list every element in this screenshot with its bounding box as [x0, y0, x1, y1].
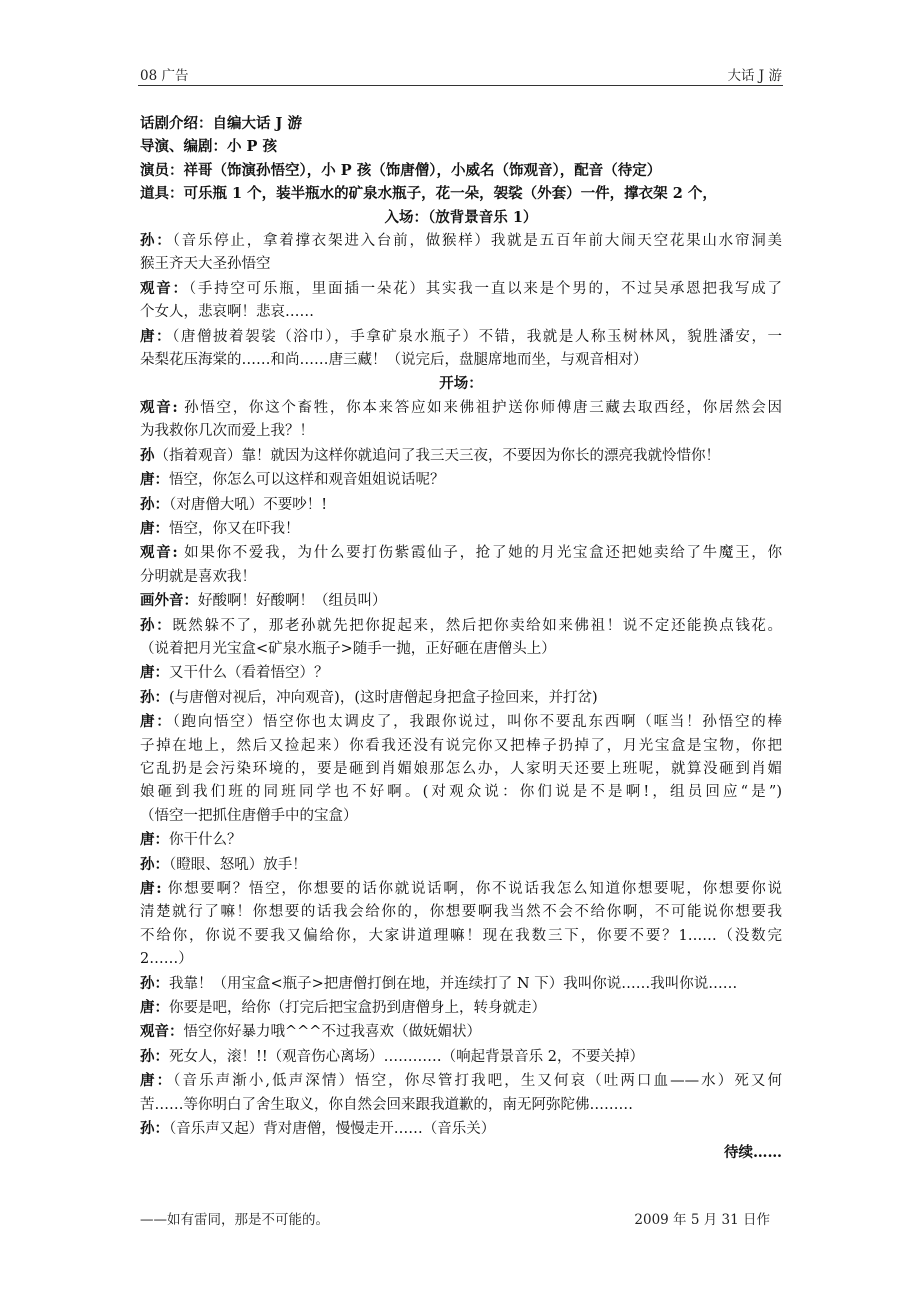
- dialogue-block: [140, 517, 782, 541]
- script-body: [140, 112, 782, 1165]
- dialogue-block: [140, 853, 782, 877]
- dialogue-text: 分明就是喜欢我！: [140, 568, 256, 585]
- dialogue-line: [140, 948, 782, 971]
- dialogue-text: （说着把月光宝盒<矿泉水瓶子>随手一抛，正好砸在唐僧头上）: [140, 640, 556, 657]
- dialogue-line: [140, 614, 782, 638]
- to-be-continued: 待续……: [724, 1144, 782, 1162]
- dialogue-text: 好酸啊！好酸啊！（组员叫）: [198, 593, 387, 610]
- dialogue-line: [140, 420, 782, 443]
- dialogue-block: [140, 710, 782, 828]
- dialogue-text: 又干什么（看着悟空）？: [169, 665, 329, 682]
- dialogue-block: [140, 468, 782, 492]
- speaker-label: 孙：: [140, 855, 169, 873]
- opening-heading: 开场：: [439, 375, 483, 393]
- dialogue-block: [140, 1045, 782, 1069]
- dialogue-block: [140, 686, 782, 710]
- dialogue-block: [140, 828, 782, 852]
- dialogue-line: [140, 805, 782, 828]
- dialogue-text: 你干什么？: [169, 832, 242, 849]
- dialogue-line: [140, 828, 782, 852]
- speaker-label: 唐:: [140, 880, 162, 897]
- dialogue-text: 清楚就行了嘛！你想要的话我会给你的，你想要啊我当然不会不给你啊，不可能说你想要我: [140, 904, 782, 921]
- dialogue-line: [140, 1069, 782, 1093]
- speaker-label: 观音:: [140, 398, 178, 416]
- dialogue-line: [140, 325, 782, 349]
- dialogue-line: [140, 758, 782, 781]
- dialogue-block: [140, 1069, 782, 1117]
- speaker-label: 唐：: [140, 831, 169, 849]
- dialogue-block: [140, 444, 782, 468]
- dialogue-text: 死女人，滚！!!（观音伤心离场）…………（响起背景音乐 2，不要关掉）: [169, 1048, 644, 1065]
- speaker-label: 唐：: [140, 471, 169, 489]
- dialogue-line: [140, 877, 782, 901]
- dialogue-text: 悟空，你怎么可以这样和观音姐姐说话呢？: [169, 472, 445, 489]
- dialogue-line: [140, 253, 782, 276]
- dialogue-text: 猴王齐天大圣孙悟空: [140, 256, 271, 273]
- dialogue-block: [140, 996, 782, 1020]
- director-line: 导演、编剧：小 P 孩: [140, 138, 277, 156]
- dialogue-line: [140, 925, 782, 948]
- dialogue-block: [140, 877, 782, 972]
- dialogue-line: [140, 349, 782, 372]
- dialogue-text: 朵梨花压海棠的……和尚……唐三藏！（说完后，盘腿席地而坐，与观音相对）: [140, 352, 648, 369]
- dialogue-text: 如果你不爱我，为什么要打伤紫霞仙子，抢了她的月光宝盒还把她卖给了牛魔王，你: [177, 545, 782, 562]
- speaker-label: 孙：: [140, 232, 173, 250]
- dialogue-line: [140, 735, 782, 758]
- dialogue-line: [140, 710, 782, 734]
- dialogue-line: [140, 468, 782, 492]
- dialogue-text: 苦……等你明白了舍生取义，你自然会回来跟我道歉的，南无阿弥陀佛………: [140, 1096, 633, 1113]
- dialogue-line: [140, 301, 782, 324]
- dialogue-text: （对唐僧大吼）不要吵！!: [169, 496, 328, 513]
- dialogue-block: [140, 1117, 782, 1141]
- dialogue-line: [140, 781, 782, 804]
- speaker-label: 观音:: [140, 544, 178, 562]
- dialogue-line: [140, 493, 782, 517]
- footer-left: ——如有雷同，那是不可能的。: [140, 1212, 329, 1228]
- dialogue-block: [140, 1020, 782, 1044]
- dialogue-line: [140, 972, 782, 996]
- speaker-label: 孙：: [140, 974, 169, 992]
- dialogue-text: （音乐停止，拿着撑衣架进入台前，做猴样）我就是五百年前大闹天空花果山水帘洞美: [172, 233, 782, 250]
- dialogue-text: （唐僧披着袈裟（浴巾），手拿矿泉水瓶子）不错，我就是人称玉树林风，貌胜潘安，一: [172, 328, 782, 345]
- dialogue-text: （指着观音）靠！就因为这样你就追问了我三天三夜，不要因为你长的漂亮我就怜惜你！: [154, 447, 720, 464]
- speaker-label: 唐：: [140, 327, 173, 345]
- dialogue-text: (与唐僧对视后，冲向观音)，(这时唐僧起身把盒子捡回来，并打岔): [169, 689, 598, 706]
- dialogue-line: [140, 229, 782, 253]
- dialogue-block: [140, 972, 782, 996]
- dialogue-block: [140, 614, 782, 662]
- speaker-label: 孙：: [140, 688, 169, 706]
- dialogue-text: 我靠！（用宝盒<瓶子>把唐僧打倒在地，并连续打了 N 下）我叫你说……我叫你说……: [169, 975, 738, 992]
- speaker-label: 画外音：: [140, 592, 198, 610]
- play-title: 话剧介绍：自编大话 J 游: [140, 115, 302, 132]
- dialogue-text: 不给你，你说不要我又偏给你，大家讲道理嘛！现在我数三下，你要不要？1……（没数完: [140, 927, 782, 944]
- entrance-heading: 入场：（放背景音乐 1）: [384, 208, 538, 226]
- dialogue-text: 你要是吧，给你（打完后把宝盒扔到唐僧身上，转身就走）: [169, 1000, 546, 1017]
- dialogue-line: [140, 1094, 782, 1117]
- speaker-label: 唐：: [140, 1072, 174, 1090]
- dialogue-text: （音乐声又起）背对唐僧，慢慢走开……（音乐关）: [169, 1121, 496, 1138]
- speaker-label: 孙：: [140, 495, 169, 513]
- speaker-label: 孙：: [140, 1120, 169, 1138]
- speaker-label: 唐：: [140, 664, 169, 682]
- dialogue-line: [140, 638, 782, 661]
- speaker-label: 唐：: [140, 519, 169, 537]
- speaker-label: 孙：: [140, 1047, 169, 1065]
- header-right: 大话 J 游: [727, 68, 782, 84]
- dialogue-text: 你想要啊？悟空，你想要的话你就说话啊，你不说话我怎么知道你想要呢，你想要你说: [161, 881, 782, 897]
- dialogue-line: [140, 444, 782, 468]
- scene-opening: [140, 396, 782, 1142]
- dialogue-text: 它乱扔是会污染环境的，要是砸到肖媚娘那怎么办，人家明天还要上班呢，就算没砸到肖媚: [140, 760, 782, 777]
- dialogue-text: 为我救你几次而爱上我？！: [140, 423, 314, 440]
- speaker-label: 唐：: [140, 713, 173, 731]
- speaker-label: 唐：: [140, 999, 169, 1017]
- dialogue-line: [140, 1045, 782, 1069]
- header-left: 08 广告: [140, 68, 189, 84]
- speaker-label: 观音：: [140, 279, 189, 297]
- dialogue-text: 孙悟空，你这个畜牲，你本来答应如来佛祖护送你师傅唐三藏去取西经，你居然会因: [177, 399, 782, 416]
- props-line: 道具：可乐瓶 1 个，装半瓶水的矿泉水瓶子，花一朵，袈裟（外套）一件，撑衣架 2 个，: [140, 185, 717, 203]
- dialogue-block: [140, 589, 782, 613]
- dialogue-text: 既然躲不了，那老孙就先把你捉起来，然后把你卖给如来佛祖！说不定还能换点钱花。: [172, 617, 782, 634]
- dialogue-line: [140, 589, 782, 613]
- dialogue-text: 悟空你好暴力哦^^^不过我喜欢（做妩媚状）: [183, 1024, 481, 1041]
- dialogue-line: [140, 517, 782, 541]
- dialogue-line: [140, 566, 782, 589]
- dialogue-text: 娘砸到我们班的同班同学也不好啊。(对观众说：你们说是不是啊!，组员回应“是”): [140, 784, 782, 801]
- speaker-label: 孙：: [140, 616, 173, 634]
- dialogue-block: [140, 396, 782, 444]
- dialogue-line: [140, 277, 782, 301]
- dialogue-line: [140, 541, 782, 565]
- dialogue-line: [140, 1117, 782, 1141]
- dialogue-text: 悟空，你又在吓我！: [169, 520, 300, 537]
- dialogue-text: 个女人，悲哀啊！悲哀……: [140, 304, 314, 321]
- dialogue-block: [140, 229, 782, 277]
- dialogue-block: [140, 493, 782, 517]
- cast-line: 演员：祥哥（饰演孙悟空），小 P 孩（饰唐僧），小威名（饰观音），配音（待定）: [140, 161, 662, 179]
- dialogue-text: 2……）: [140, 951, 193, 968]
- dialogue-line: [140, 396, 782, 420]
- dialogue-block: [140, 541, 782, 589]
- dialogue-text: （音乐声渐小,低声深情）悟空，你尽管打我吧，生又何哀（吐两口血——水）死又何: [173, 1073, 782, 1090]
- footer-right: 2009 年 5 月 31 日作: [634, 1212, 770, 1228]
- dialogue-block: [140, 325, 782, 373]
- dialogue-line: [140, 901, 782, 924]
- dialogue-text: （瞪眼、怒吼）放手！: [169, 856, 307, 873]
- speaker-label: 孙: [140, 446, 155, 464]
- dialogue-block: [140, 277, 782, 325]
- dialogue-line: [140, 1020, 782, 1044]
- dialogue-line: [140, 661, 782, 685]
- header-rule: [138, 85, 783, 86]
- dialogue-text: 子掉在地上，然后又捡起来）你看我还没有说完你又把棒子扔掉了，月光宝盒是宝物，你把: [140, 737, 782, 754]
- scene-entrance: [140, 229, 782, 372]
- dialogue-line: [140, 996, 782, 1020]
- dialogue-text: （跑向悟空）悟空你也太调皮了，我跟你说过，叫你不要乱东西啊（哐当！孙悟空的棒: [172, 714, 782, 731]
- dialogue-line: [140, 686, 782, 710]
- dialogue-line: [140, 853, 782, 877]
- dialogue-block: [140, 661, 782, 685]
- speaker-label: 观音：: [140, 1023, 184, 1041]
- dialogue-text: （悟空一把抓住唐僧手中的宝盒）: [140, 807, 358, 824]
- dialogue-text: （手持空可乐瓶，里面插一朵花）其实我一直以来是个男的，不过吴承恩把我写成了: [188, 280, 782, 297]
